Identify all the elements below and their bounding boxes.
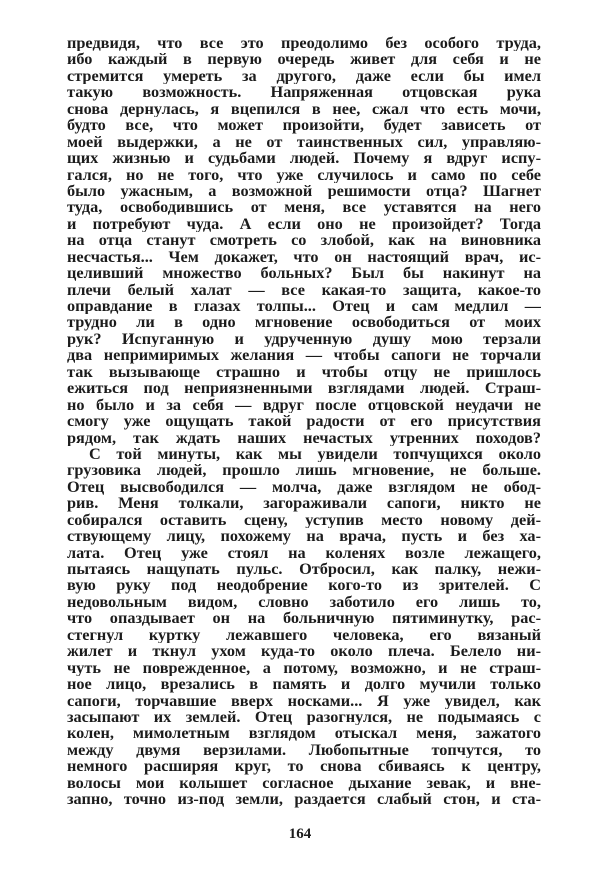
- text-line: и потребуют чуда. А если оно не произойдет? Тогда: [67, 215, 541, 233]
- text-line: так вызывающе страшно и чтобы отцу не пришлось: [67, 363, 541, 381]
- text-line: ежиться под неприязненными взглядами людей. Страш-: [67, 380, 541, 397]
- text-line: что опаздывает он на больничную пятиминутку, рас-: [67, 610, 541, 627]
- text-line: но было и за себя — вдруг после отцовской неудачи не: [67, 396, 541, 414]
- text-line: гался, но не того, что уже случилось и само по себе: [67, 166, 541, 183]
- page-text: [67, 35, 541, 808]
- text-line: немного расширяя круг, то снова сбиваясь к центру,: [67, 758, 541, 775]
- text-line: жилет и ткнул ухом куда-то около плеча. Белело ни-: [67, 643, 541, 660]
- text-line: собирался оставить сцену, уступив место новому дей-: [67, 511, 541, 529]
- text-line: ствующему лицу, похожему на врача, пусть и без ха-: [67, 528, 541, 545]
- text-line: волосы мои колышет согласное дыхание зевак, и вне-: [67, 774, 541, 792]
- text-line: на отца станут смотреть со злобой, как на виновника: [67, 232, 541, 249]
- page-number: 164: [288, 826, 312, 842]
- text-line: недовольным видом, словно заботило его лишь то,: [67, 593, 541, 611]
- text-line: целивший множество больных? Был бы накинут на: [67, 265, 541, 282]
- text-line: колен, мимолетным взглядом отыскал меня, зажатого: [67, 725, 541, 742]
- text-line: С той минуты, как мы увидели топчущихся около: [89, 445, 541, 463]
- text-line: запно, точно из-под земли, раздается слабый стон, и ста-: [67, 791, 541, 808]
- text-line: будто все, что может произойти, будет зависеть от: [67, 117, 541, 134]
- text-line: рук? Испуганную и удрученную душу мою терзали: [67, 330, 541, 348]
- text-line: стремится умереть за другого, даже если бы имел: [67, 67, 541, 85]
- text-line: предвидя, что все это преодолимо без особого труда,: [67, 35, 541, 52]
- text-line: рив. Меня толкали, загораживали сапоги, никто не: [67, 495, 541, 512]
- text-line: туда, освободившись от меня, все уставятся на него: [67, 199, 541, 216]
- text-line: такую возможность. Напряженная отцовская рука: [67, 84, 541, 101]
- text-line: Отец высвободился — молча, даже взглядом не обод-: [67, 478, 541, 496]
- text-line: снова дернулась, я вцепился в нее, сжал что есть мочи,: [67, 100, 541, 118]
- text-line: оправдание в глазах толпы... Отец и сам медлил —: [67, 298, 541, 315]
- text-line: чуть не поврежденное, а потому, возможно, и не страш-: [67, 659, 541, 677]
- text-line: смогу уже ощущать такой радости от его присутствия: [67, 413, 541, 430]
- text-line: ное лицо, врезались в память и долго мучили только: [67, 676, 541, 693]
- text-line: стегнул куртку лежавшего человека, его вязаный: [67, 626, 541, 644]
- text-line: пытаясь нащупать пульс. Отбросил, как палку, нежи-: [67, 561, 541, 578]
- text-line: лата. Отец уже стоял на коленях возле лежащего,: [67, 544, 541, 561]
- text-line: трудно ли в одно мгновение освободиться от моих: [67, 314, 541, 331]
- text-line: рядом, так ждать наших нечастых утренних походов?: [67, 429, 541, 446]
- text-line: плечи белый халат — все какая-то защита, какое-то: [67, 281, 541, 298]
- text-line: между двумя верзилами. Любопытные топчутся, то: [67, 741, 541, 759]
- text-line: щих жизнью и судьбами людей. Почему я вдруг испу-: [67, 150, 541, 167]
- text-line: засыпают их землей. Отец разогнулся, не подымаясь с: [67, 708, 541, 726]
- text-line: несчастья... Чем докажет, что он настоящий врач, ис-: [67, 248, 541, 266]
- text-line: грузовика людей, прошло лишь мгновение, не больше.: [67, 462, 541, 479]
- text-line: сапоги, торчавшие вверх носками... Я уже увидел, как: [67, 692, 541, 709]
- text-line: ибо каждый в первую очередь живет для себя и не: [67, 51, 541, 68]
- text-line: вую руку под неодобрение кого-то из зрителей. С: [67, 577, 541, 594]
- text-line: моей выдержки, а не от таинственных сил, управляю-: [67, 133, 541, 151]
- text-line: было ужасным, а возможной решимости отца? Шагнет: [67, 182, 541, 200]
- text-line: два непримиримых желания — чтобы сапоги не торчали: [67, 347, 541, 364]
